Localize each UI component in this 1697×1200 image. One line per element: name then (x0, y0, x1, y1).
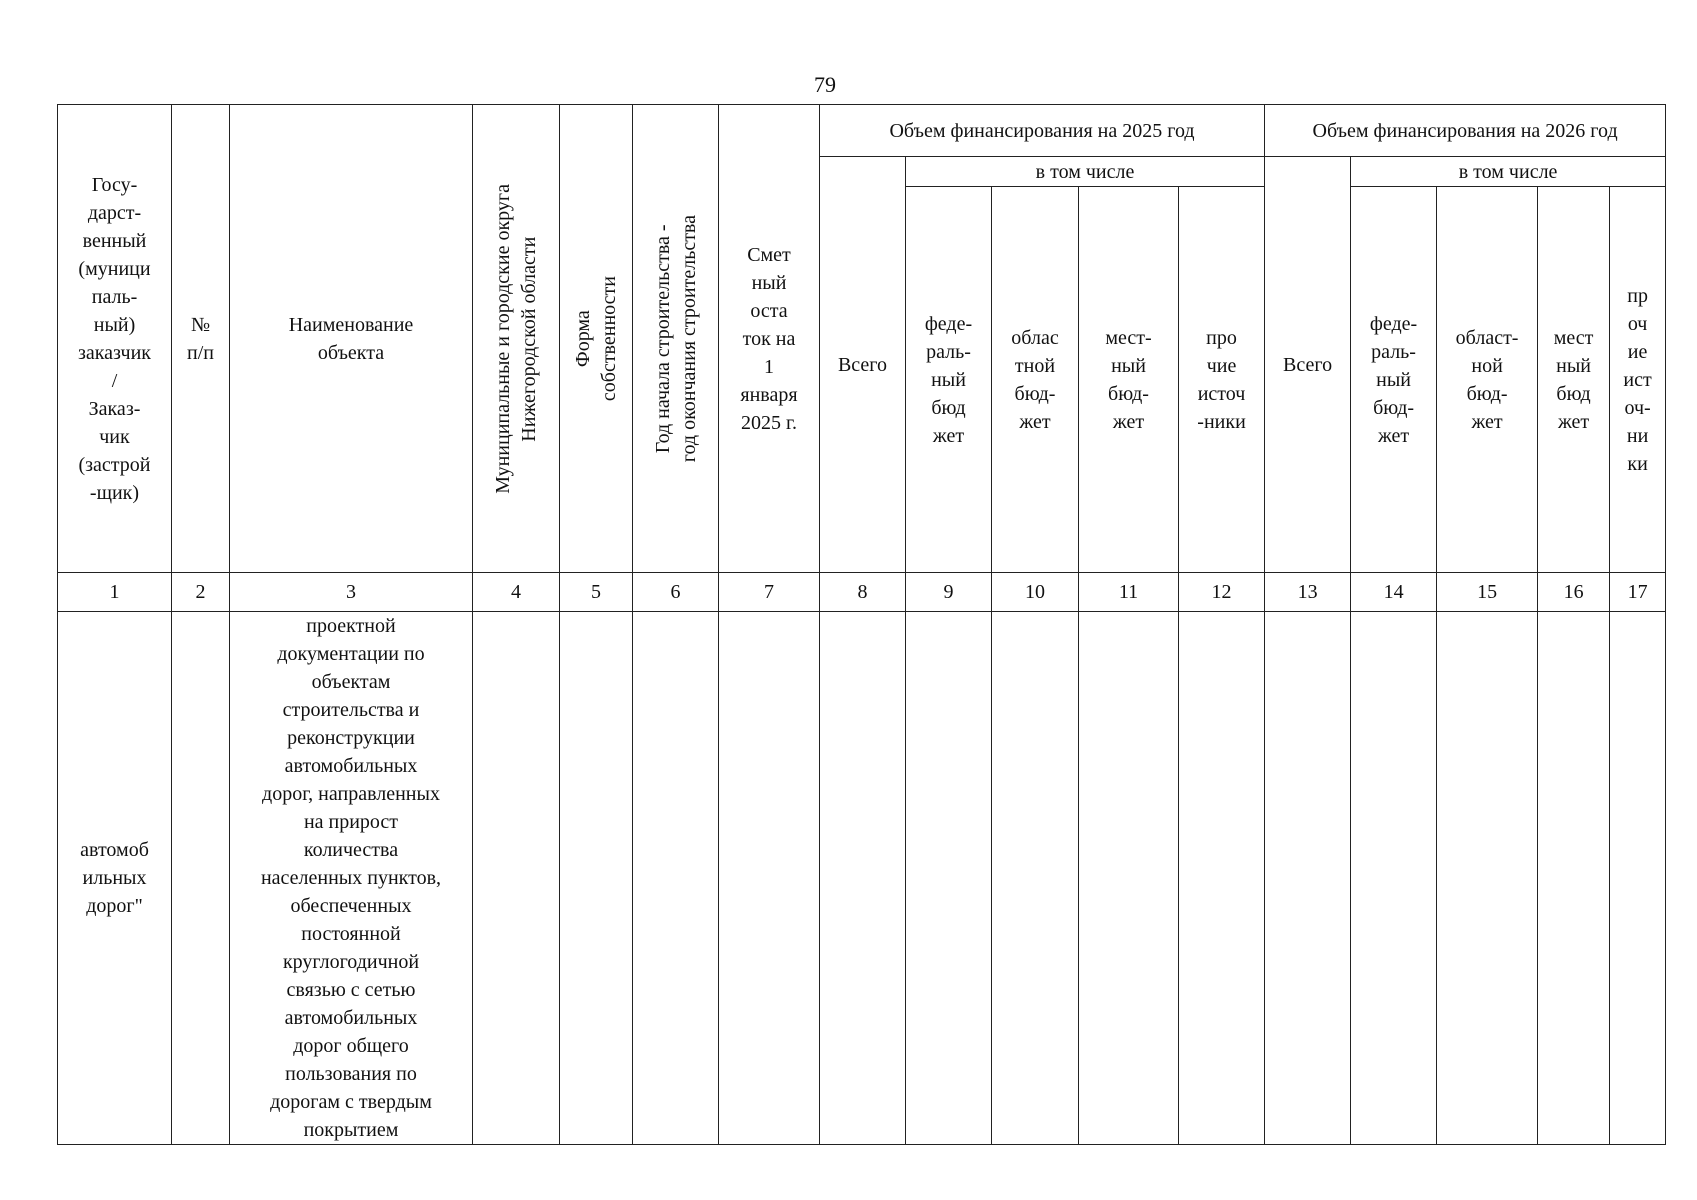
row-regional-2025 (992, 612, 1079, 1145)
header-federal-2025: феде- раль- ный бюд жет (906, 187, 992, 573)
header-customer: Госу- дарст- венный (муници паль- ный) заказчик / Заказ- чик (застрой -щик) (58, 105, 172, 573)
header-regional-2026: област- ной бюд- жет (1437, 187, 1538, 573)
row-years (633, 612, 719, 1145)
header-districts-cell (473, 105, 560, 573)
row-local-2025 (1079, 612, 1179, 1145)
row-ownership (560, 612, 633, 1145)
header-funding-2025: Объем финансирования на 2025 год (820, 105, 1265, 157)
header-regional-2025: облас тной бюд- жет (992, 187, 1079, 573)
row-federal-2025 (906, 612, 992, 1145)
column-number: 13 (1265, 573, 1351, 612)
header-federal-2026: феде- раль- ный бюд- жет (1351, 187, 1437, 573)
header-years: Год начала строительства - год окончания строительства (651, 214, 700, 463)
column-number: 10 (992, 573, 1079, 612)
column-number: 9 (906, 573, 992, 612)
column-number: 3 (230, 573, 473, 612)
header-including-2025: в том числе (906, 157, 1265, 187)
header-local-2026: мест ный бюд жет (1538, 187, 1610, 573)
row-total-2026 (1265, 612, 1351, 1145)
row-regional-2026 (1437, 612, 1538, 1145)
header-funding-2026: Объем финансирования на 2026 год (1265, 105, 1666, 157)
column-number: 4 (473, 573, 560, 612)
header-index: № п/п (172, 105, 230, 573)
column-number: 14 (1351, 573, 1437, 612)
header-districts: Муниципальные и городские округа Нижегородской области (492, 183, 540, 494)
column-number: 7 (719, 573, 820, 612)
row-districts (473, 612, 560, 1145)
column-number: 2 (172, 573, 230, 612)
table-row (58, 612, 1666, 1145)
header-total-2026: Всего (1265, 157, 1351, 573)
row-federal-2026 (1351, 612, 1437, 1145)
page-number: 79 (814, 72, 836, 97)
column-number-row (58, 573, 1666, 612)
row-index (172, 612, 230, 1145)
header-ownership: Форма собственности (572, 275, 620, 402)
row-estimate (719, 612, 820, 1145)
column-number: 16 (1538, 573, 1610, 612)
header-object-name: Наименование объекта (230, 105, 473, 573)
row-customer: автомоб ильных дорог" (58, 612, 172, 1145)
row-other-2025 (1179, 612, 1265, 1145)
row-object-name: проектной документации по объектам строительства и реконструкции автомобильных дорог, направленных на прирост количества населенных пунктов, обеспеченных постоянной круглогодичной связью с сетью автомобильных дорог общего пользования по дорогам с твердым покрытием (230, 612, 473, 1145)
column-number: 1 (58, 573, 172, 612)
header-including-2026: в том числе (1351, 157, 1666, 187)
row-other-2026 (1610, 612, 1666, 1145)
column-number: 17 (1610, 573, 1666, 612)
header-other-2025: про чие источ -ники (1179, 187, 1265, 573)
row-local-2026 (1538, 612, 1610, 1145)
column-number: 12 (1179, 573, 1265, 612)
header-years-cell (633, 105, 719, 573)
header-ownership-cell (560, 105, 633, 573)
row-total-2025 (820, 612, 906, 1145)
header-other-2026: пр оч ие ист оч- ни ки (1610, 187, 1666, 573)
header-total-2025: Всего (820, 157, 906, 573)
column-number: 15 (1437, 573, 1538, 612)
column-number: 8 (820, 573, 906, 612)
header-estimate: Смет ный оста ток на 1 января 2025 г. (719, 105, 820, 573)
column-number: 5 (560, 573, 633, 612)
header-local-2025: мест- ный бюд- жет (1079, 187, 1179, 573)
financing-table (57, 104, 1666, 1145)
column-number: 6 (633, 573, 719, 612)
column-number: 11 (1079, 573, 1179, 612)
